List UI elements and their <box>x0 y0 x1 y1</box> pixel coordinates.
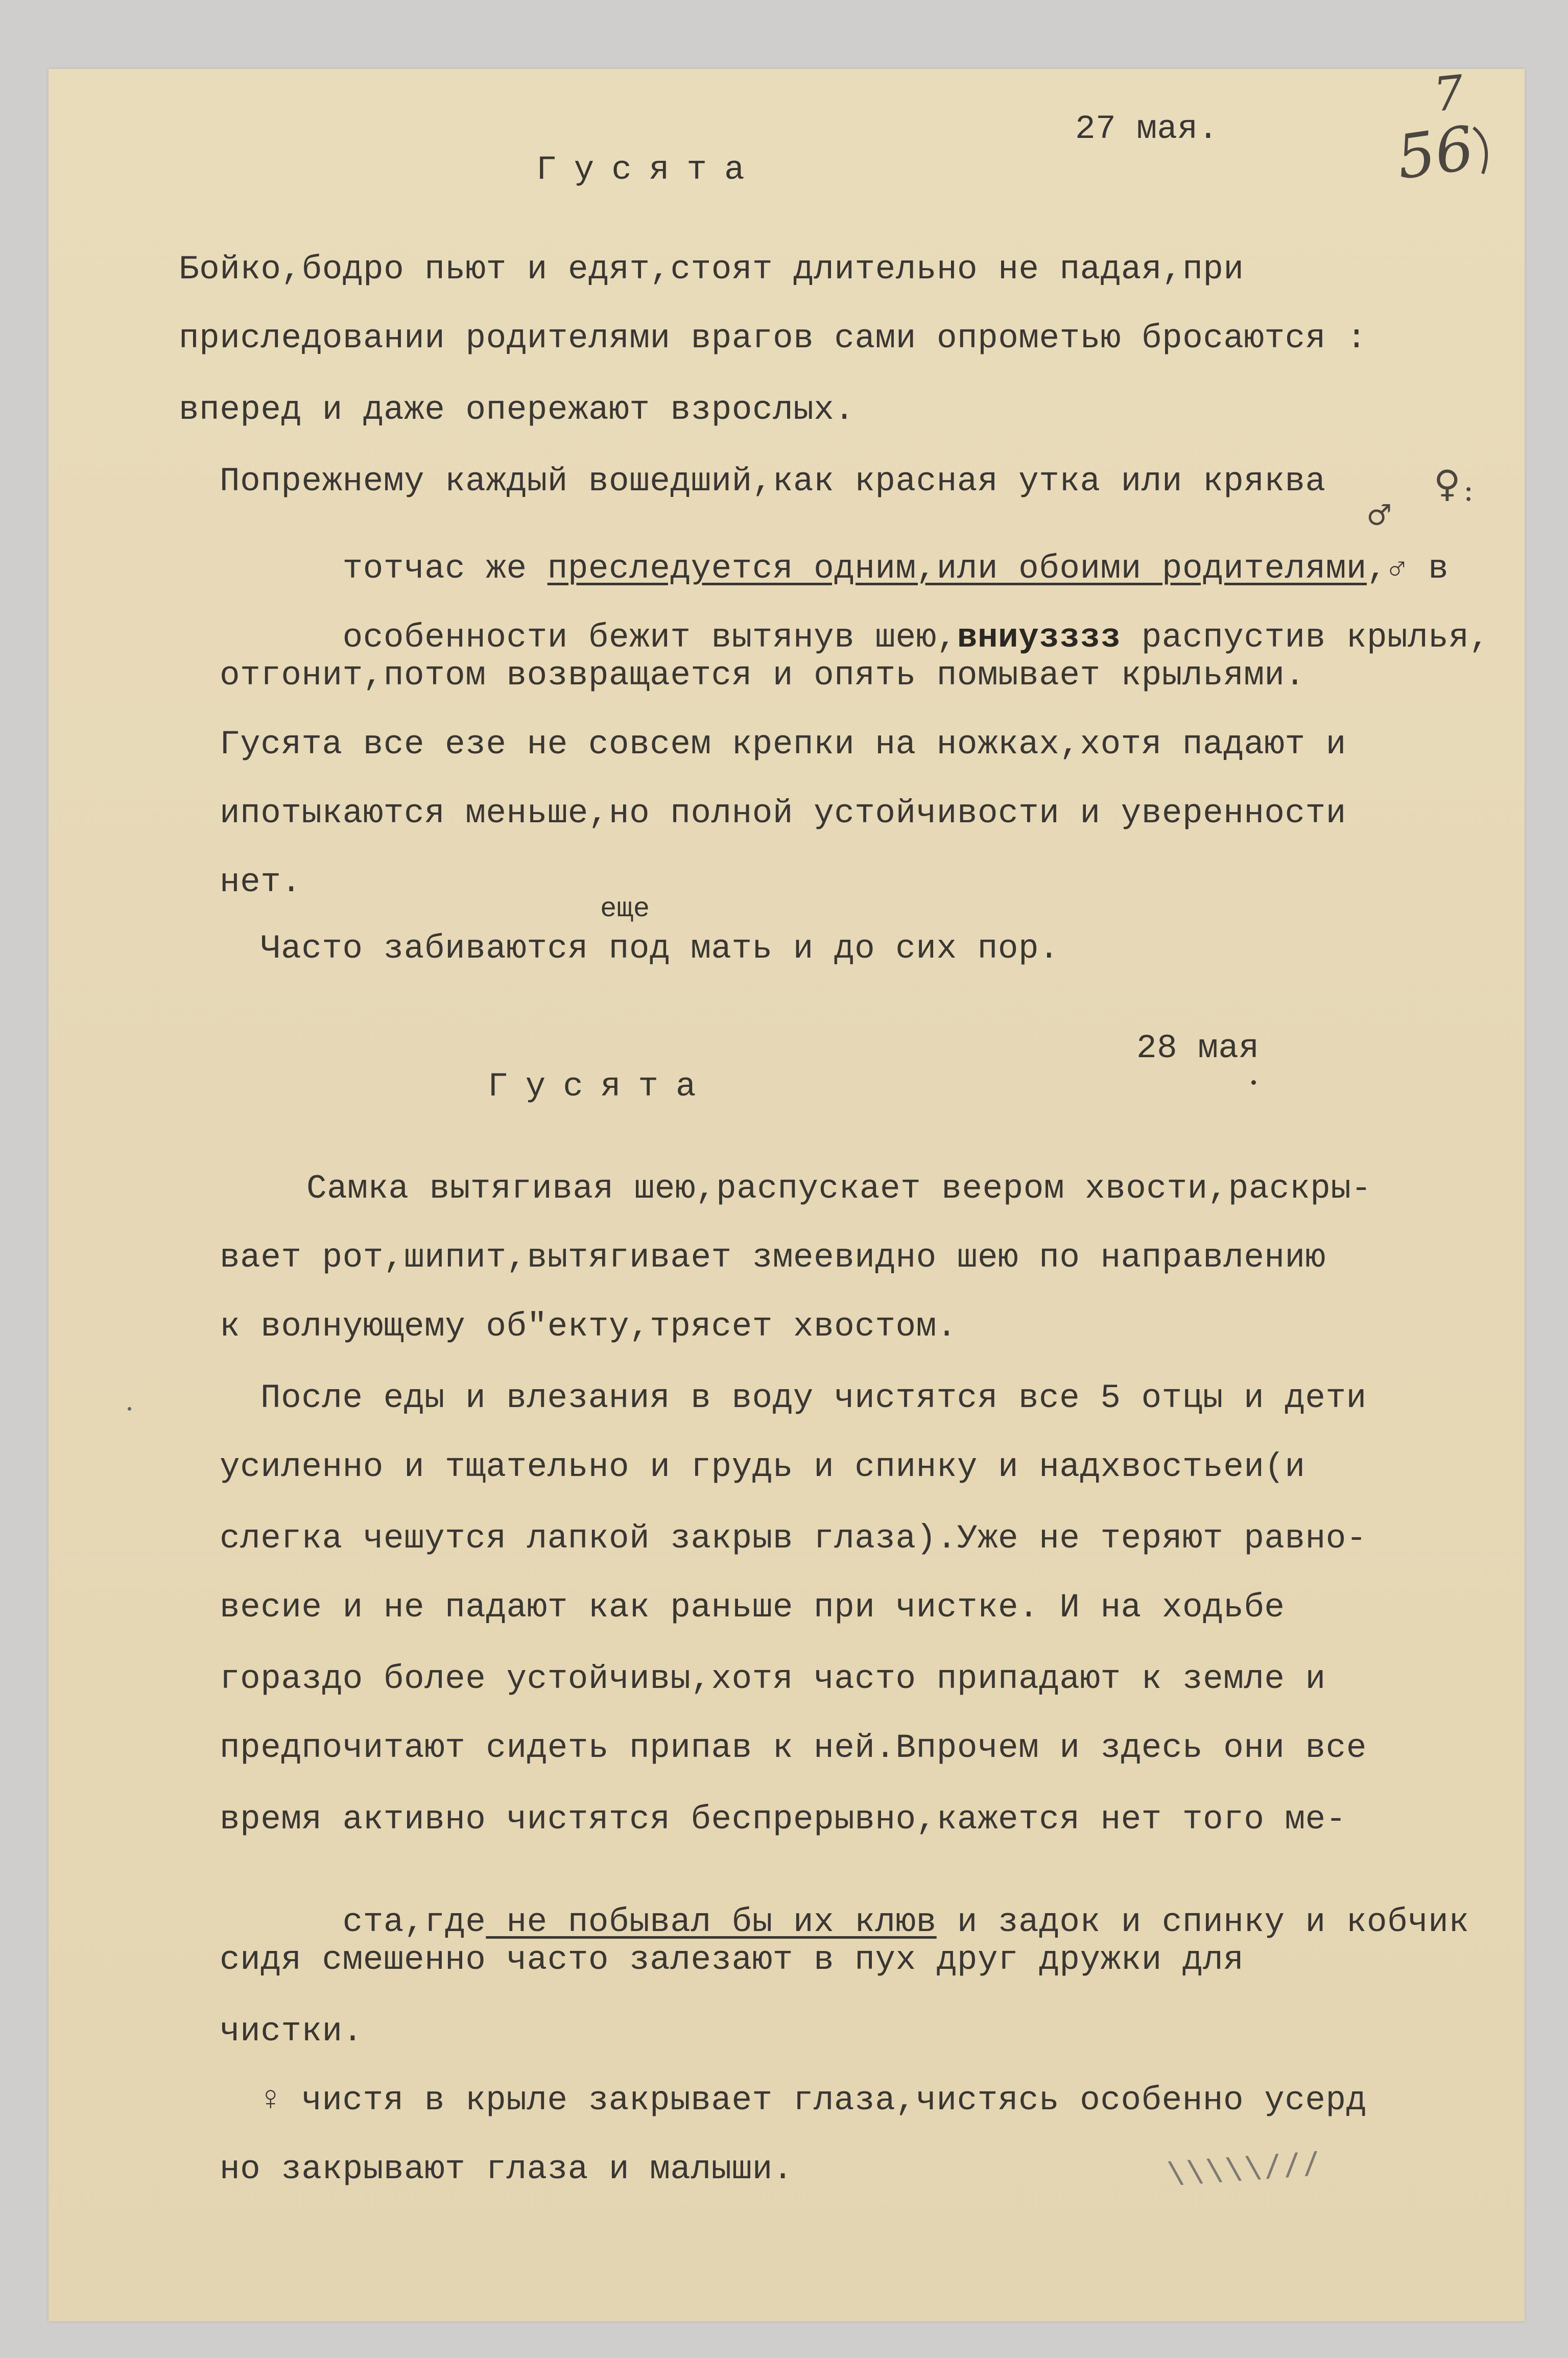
entry1-line-7-struck: вниузззз <box>957 618 1121 657</box>
entry2-date-dot <box>1251 1080 1256 1085</box>
male-symbol-mark: ♂ <box>1366 499 1392 532</box>
entry1-line-9: Гусята все езе не совсем крепки на ножках,хотя падают и <box>220 725 1346 764</box>
entry2-line-14: ♀ чистя в крыле закрывает глаза,чистясь особенно усерд <box>260 2081 1367 2119</box>
entry2-line-9: предпочитают сидеть припав к ней.Впрочем и здесь они все <box>220 1729 1367 1767</box>
entry2-line-1: Самка вытягивая шею,распускает веером хвости,раскры- <box>306 1170 1372 1208</box>
entry2-line-7: весие и не падают как раньше при чистке. И на ходьбе <box>220 1588 1285 1627</box>
female-symbol-mark: ♀ <box>1434 462 1461 505</box>
folio-number: 7 <box>1431 65 1466 123</box>
entry2-line-6: слегка чешутся лапкой закрыв глаза).Уже не теряют равно- <box>220 1519 1367 1558</box>
entry1-line-5-end: ,♂ в <box>1366 550 1449 588</box>
entry2-line-15: но закрывают глаза и малыши. <box>220 2150 793 2188</box>
entry1-line-5-underlined: преследуется одним,или обоими родителями <box>547 550 1367 588</box>
entry1-date: 27 мая. <box>1075 110 1219 148</box>
entry2-line-12: сидя смешенно часто залезают в пух друг дружки для <box>220 1941 1244 1979</box>
entry2-line-11-end: и задок и спинку и кобчик <box>936 1903 1469 1941</box>
entry1-line-5-start: тотчас же <box>342 550 548 588</box>
entry2-line-11-underlined: не побывал бы их клюв <box>486 1903 937 1941</box>
entry2-line-13: чистки. <box>220 2012 363 2051</box>
entry2-line-5: усиленно и тщательно и грудь и спинку и надхвостьеи(и <box>220 1448 1305 1486</box>
typewritten-page <box>49 65 1525 2321</box>
entry1-line-8: отгонит,потом возвращается и опять помывает крыльями. <box>220 656 1305 695</box>
entry1-line-1: Бойко,бодро пьют и едят,стоят длительно не падая,при <box>179 250 1244 289</box>
entry2-line-4: После еды и влезания в воду чистятся все 5 отцы и дети <box>260 1379 1367 1417</box>
folio-number-crossed-out: 56 <box>1397 117 1499 184</box>
smudge-mark: \\\\\/// <box>1166 2145 1323 2190</box>
entry2-date: 28 мая <box>1136 1029 1260 1067</box>
entry1-line-3: вперед и даже опережают взрослых. <box>179 391 855 429</box>
entry1-line-10: ипотыкаются меньше,но полной устойчивости и уверенности <box>220 794 1346 832</box>
entry2-line-10: время активно чистятся беспрерывно,кажется нет того ме- <box>220 1800 1346 1839</box>
stray-mark <box>128 1407 131 1411</box>
entry2-line-11-start: ста,где <box>342 1903 486 1941</box>
entry1-line-7-start: особенности бежит вытянув шею, <box>342 618 957 657</box>
entry1-line-4: Попрежнему каждый вошедший,как красная утка или кряква <box>220 462 1326 501</box>
entry2-title: Гусята <box>488 1067 714 1106</box>
entry2-line-2: вает рот,шипит,вытягивает змеевидно шею по направлению <box>220 1238 1326 1277</box>
entry2-line-3: к волнующему об"екту,трясет хвостом. <box>220 1307 957 1346</box>
entry1-line-2: приследовании родителями врагов сами опрометью бросаются : <box>179 319 1367 358</box>
entry1-insert-above: еще <box>600 894 650 925</box>
entry2-line-8: гораздо более устойчивы,хотя часто припадают к земле и <box>220 1660 1326 1698</box>
entry1-line-11: нет. <box>220 863 302 901</box>
entry1-line-12: Часто забиваются под мать и до сих пор. <box>260 930 1060 968</box>
entry1-title: Гусята <box>536 151 762 189</box>
margin-tick-mark: : <box>1463 472 1474 508</box>
entry1-line-7-end: распустив крылья, <box>1121 618 1490 657</box>
